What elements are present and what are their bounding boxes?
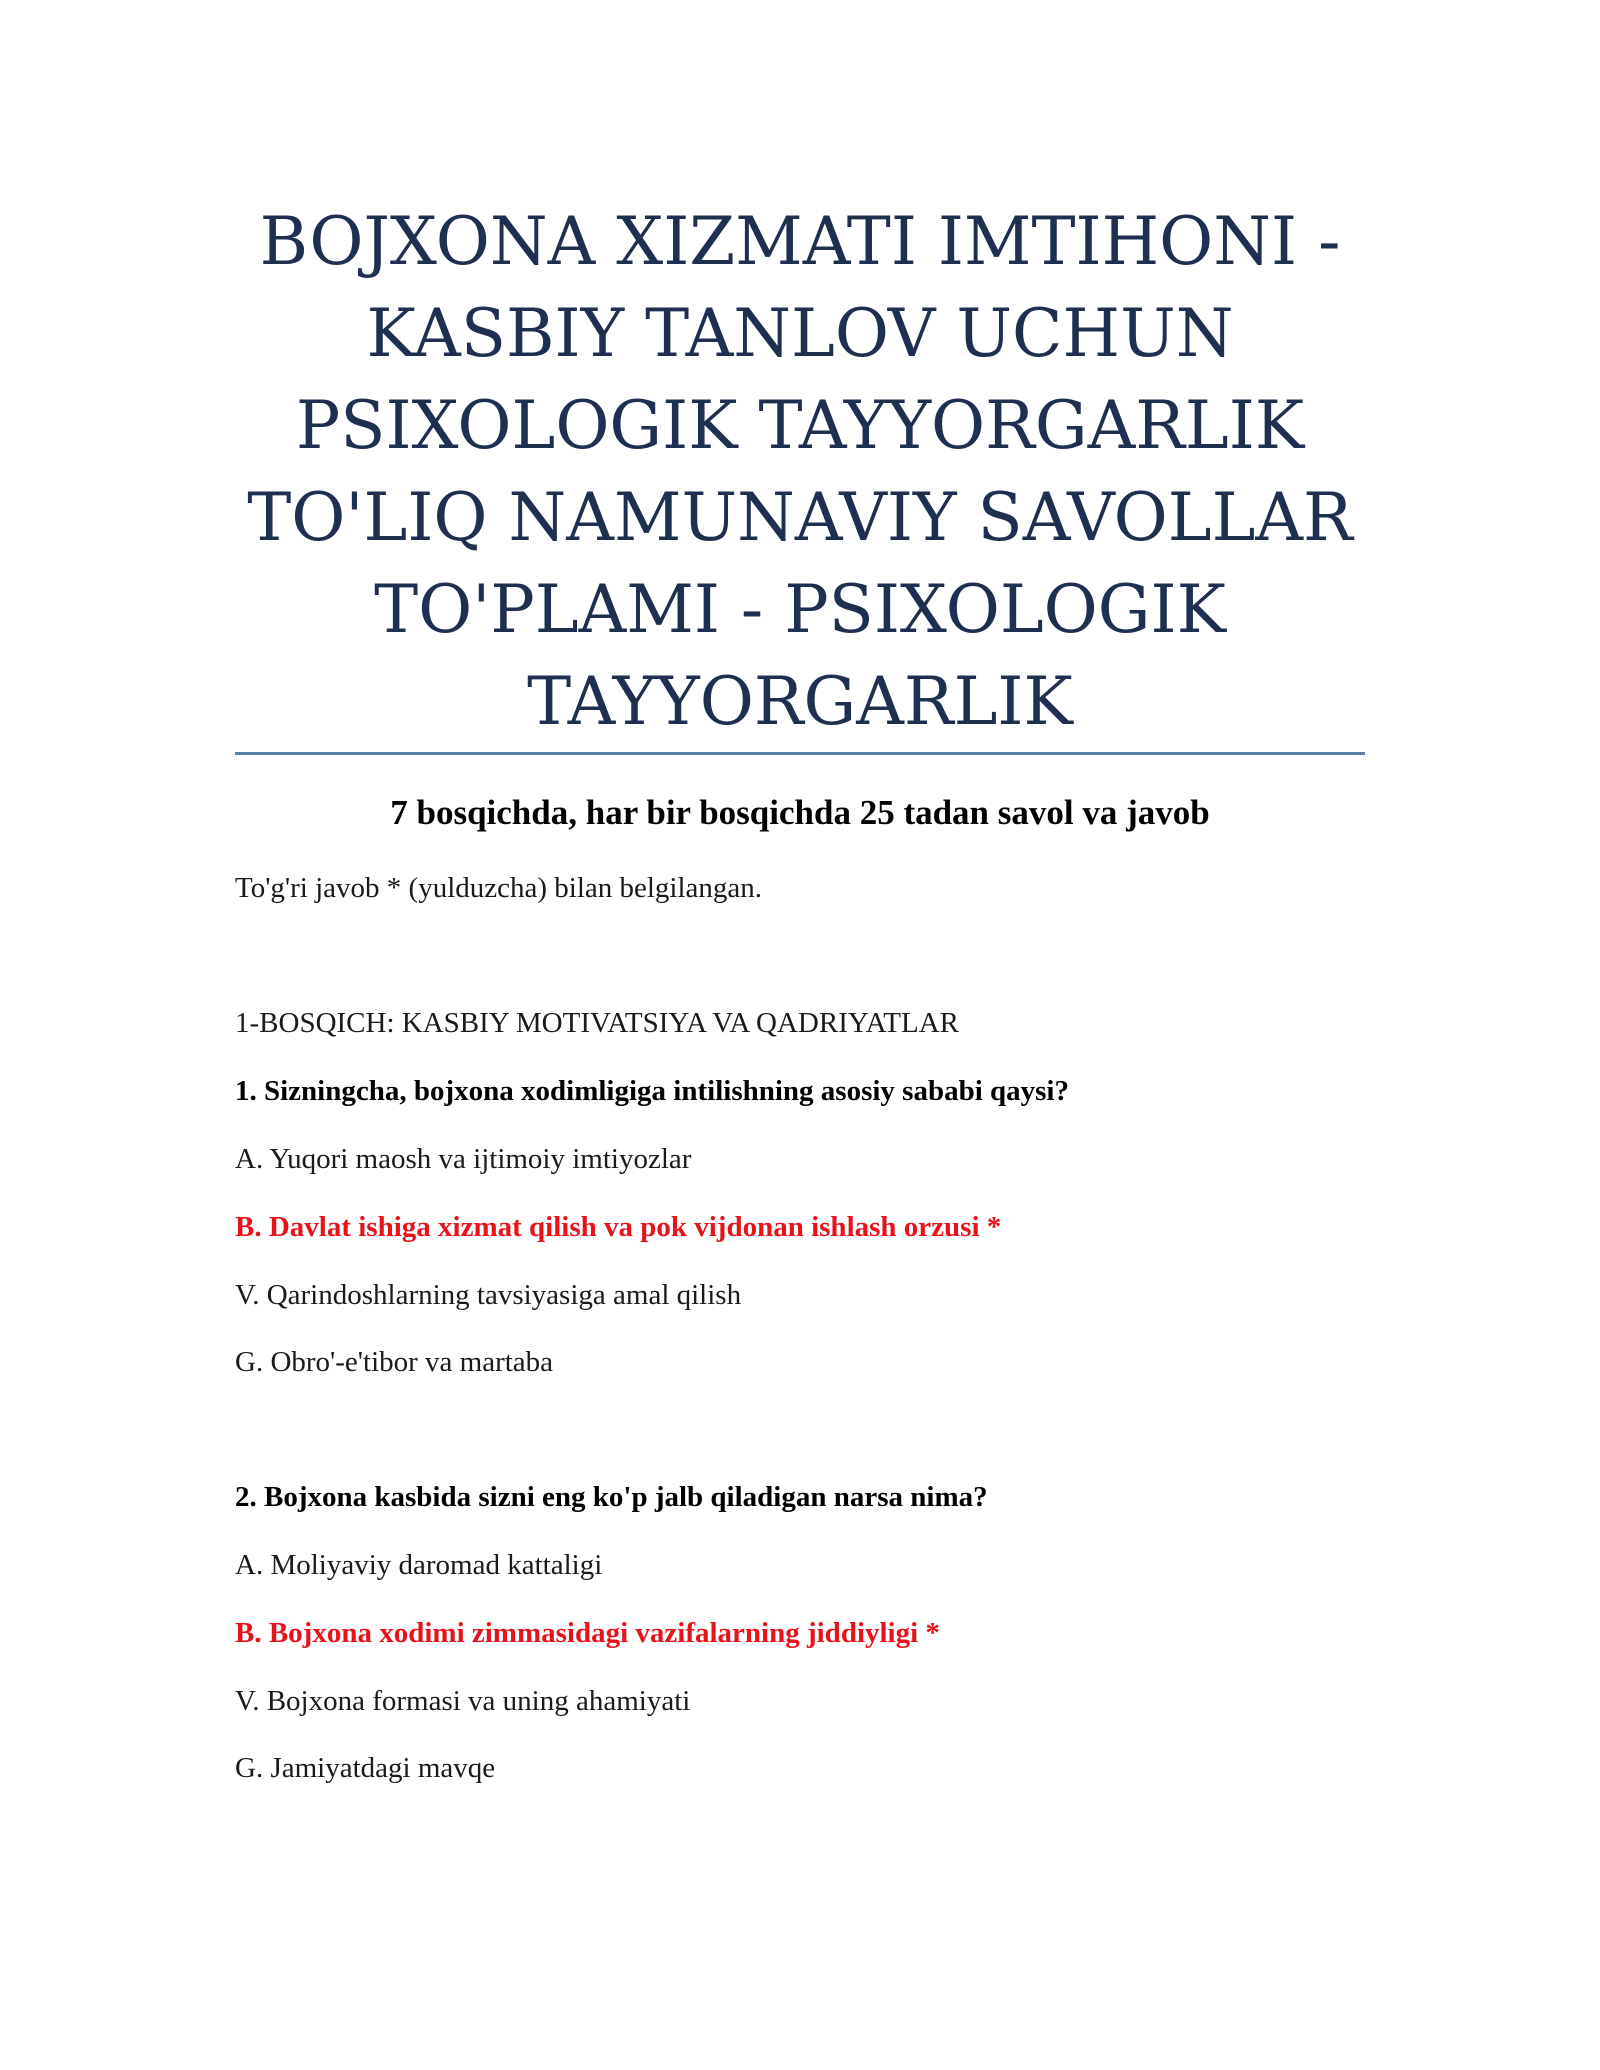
title-line: TO'LIQ NAMUNAVIY SAVOLLAR bbox=[247, 479, 1353, 556]
answer-key-note: To'g'ri javob * (yulduzcha) bilan belgilangan. bbox=[235, 872, 763, 904]
question-1: 1. Sizningcha, bojxona xodimligiga intilishning asosiy sababi qaysi? bbox=[235, 1075, 1069, 1107]
question-1-option-v: V. Qarindoshlarning tavsiyasiga amal qilish bbox=[235, 1279, 742, 1311]
title-line: TO'PLAMI - PSIXOLOGIK bbox=[374, 571, 1226, 648]
question-1-option-a: A. Yuqori maosh va ijtimoiy imtiyozlar bbox=[235, 1143, 692, 1175]
question-1-option-b-correct: B. Davlat ishiga xizmat qilish va pok vijdonan ishlash orzusi * bbox=[235, 1211, 1002, 1243]
title-line: PSIXOLOGIK TAYYORGARLIK bbox=[295, 387, 1305, 464]
question-2: 2. Bojxona kasbida sizni eng ko'p jalb qiladigan narsa nima? bbox=[235, 1481, 988, 1513]
section-heading: 1-BOSQICH: KASBIY MOTIVATSIYA VA QADRIYATLAR bbox=[235, 1007, 960, 1039]
question-2-option-g: G. Jamiyatdagi mavqe bbox=[235, 1752, 496, 1784]
question-2-option-a: A. Moliyaviy daromad kattaligi bbox=[235, 1549, 603, 1581]
document-subtitle: 7 bosqichda, har bir bosqichda 25 tadan savol va javob bbox=[390, 793, 1210, 832]
document-page bbox=[235, 0, 1365, 2070]
question-2-option-v: V. Bojxona formasi va uning ahamiyati bbox=[235, 1685, 691, 1717]
title-line: KASBIY TANLOV UCHUN bbox=[366, 295, 1234, 372]
title-line: BOJXONA XIZMATI IMTIHONI - bbox=[259, 203, 1341, 280]
question-1-option-g: G. Obro'-e'tibor va martaba bbox=[235, 1346, 554, 1378]
title-line: TAYYORGARLIK bbox=[527, 663, 1073, 740]
question-2-option-b-correct: B. Bojxona xodimi zimmasidagi vazifalarning jiddiyligi * bbox=[235, 1617, 940, 1649]
title-divider bbox=[235, 752, 1365, 755]
document-title bbox=[235, 196, 1365, 748]
